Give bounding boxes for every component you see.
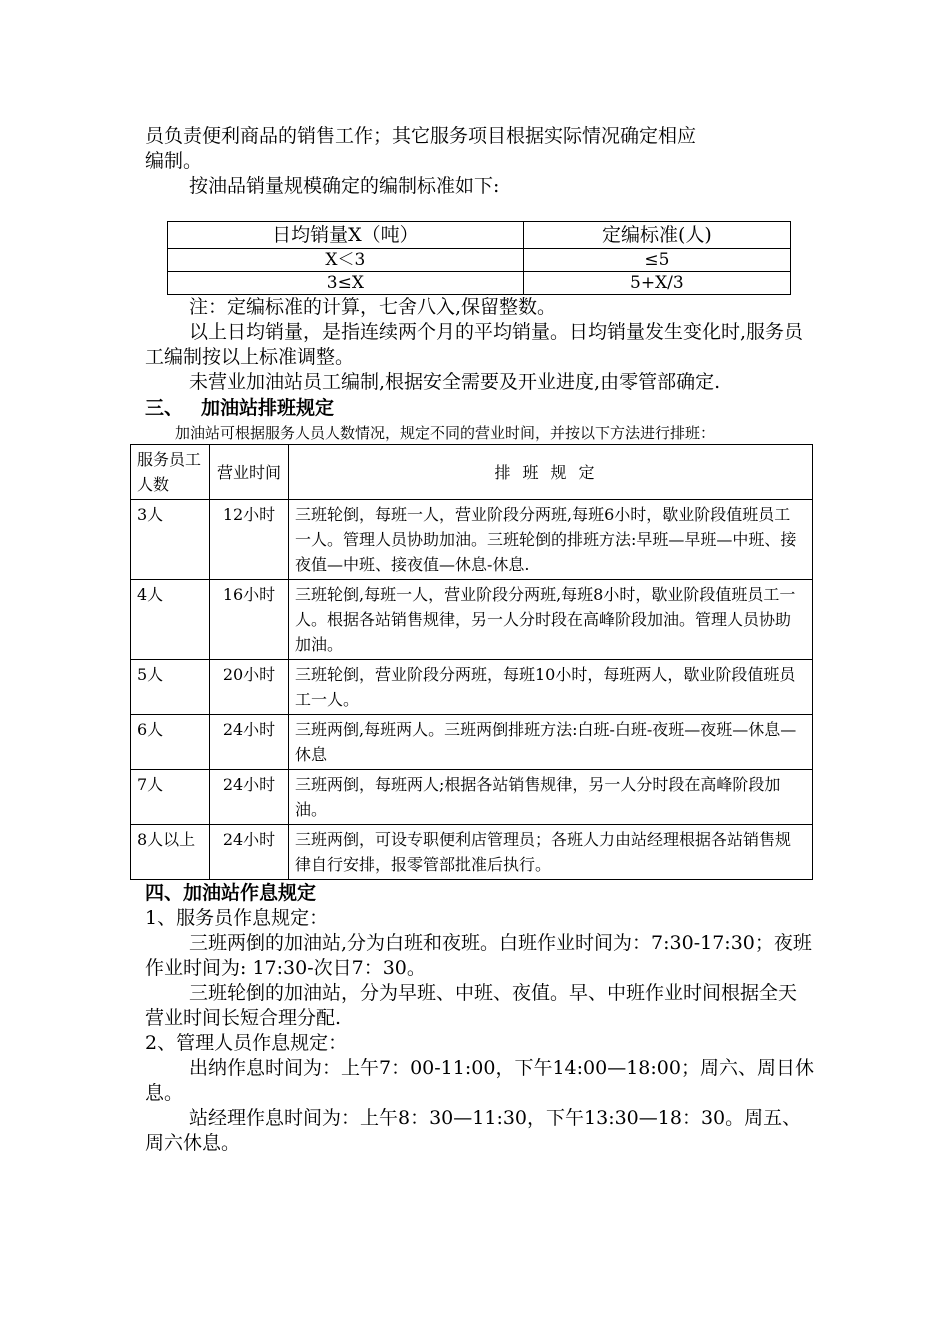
- section-3-number: 三、: [145, 397, 184, 419]
- section-3-title: 加油站排班规定: [201, 397, 335, 419]
- intro-line-1: 员负责便利商品的销售工作；其它服务项目根据实际情况确定相应: [145, 125, 697, 147]
- note-text: 注：定编标准的计算，七舍八入,保留整数。: [189, 296, 557, 318]
- rest-1-day-night-paragraph: 三班两倒的加油站,分为白班和夜班。白班作业时间为：7:30-17:30；夜班作业时间为: 17:30-次日7：30。: [145, 932, 812, 979]
- avg-sales-paragraph: 以上日均销量，是指连续两个月的平均销量。日均销量发生变化时,服务员工编制按以上标准调整。: [145, 321, 804, 368]
- intro-line-2: 编制。: [145, 150, 203, 172]
- rest-2-cashier-paragraph: 出纳作息时间为：上午7：00-11:00，下午14:00—18:00；周六、周日休息。: [145, 1057, 814, 1104]
- shift-schedule-table: [130, 444, 813, 880]
- table-cell: 3≤X: [168, 272, 524, 295]
- table-cell: 三班轮倒，营业阶段分两班，每班10小时，每班两人，歇业阶段值班员工一人。: [289, 660, 813, 715]
- header-schedule-rule: 排班规定: [289, 445, 813, 500]
- table-cell: 3人: [131, 500, 210, 580]
- table-cell: 三班两倒，每班两人;根据各站销售规律，另一人分时段在高峰阶段加油。: [289, 770, 813, 825]
- table-cell: 6人: [131, 715, 210, 770]
- header-daily-sales: 日均销量X（吨）: [168, 222, 524, 249]
- table-cell: X＜3: [168, 249, 524, 272]
- table-cell: 4人: [131, 580, 210, 660]
- header-business-hours: 营业时间: [210, 445, 289, 500]
- section-3-note: 加油站可根据服务人员人数情况，规定不同的营业时间，并按以下方法进行排班：: [175, 424, 716, 442]
- table-cell: 三班两倒,每班两人。三班两倒排班方法:白班-白班-夜班—夜班—休息—休息: [289, 715, 813, 770]
- table-row: [131, 660, 813, 715]
- table-cell: 5人: [131, 660, 210, 715]
- standard-intro: 按油品销量规模确定的编制标准如下:: [189, 175, 500, 197]
- table-cell: 16小时: [210, 580, 289, 660]
- rest-2-title: 2、管理人员作息规定：: [145, 1032, 348, 1054]
- table-header-row: [168, 222, 791, 249]
- table-cell: 8人以上: [131, 825, 210, 880]
- table-row: [131, 580, 813, 660]
- document-page: [137, 124, 815, 1156]
- sales-standard-table: [167, 221, 791, 295]
- table-cell: 24小时: [210, 770, 289, 825]
- table-cell: 7人: [131, 770, 210, 825]
- table-row: [131, 500, 813, 580]
- table-row: [131, 715, 813, 770]
- table-cell: 24小时: [210, 715, 289, 770]
- section-4-heading: 四、加油站作息规定: [145, 882, 317, 904]
- table-cell: 24小时: [210, 825, 289, 880]
- table-row: [131, 825, 813, 880]
- table-cell: 12小时: [210, 500, 289, 580]
- table-cell: 20小时: [210, 660, 289, 715]
- table-row: [168, 249, 791, 272]
- table-cell: 5+X/3: [523, 272, 790, 295]
- table-row: [168, 272, 791, 295]
- unopened-station-paragraph: 未营业加油站员工编制,根据安全需要及开业进度,由零管部确定.: [189, 371, 721, 393]
- table-cell: 三班轮倒,每班一人，营业阶段分两班,每班8小时，歇业阶段值班员工一人。根据各站销售规律，另一人分时段在高峰阶段加油。管理人员协助加油。: [289, 580, 813, 660]
- table-cell: 三班轮倒，每班一人，营业阶段分两班,每班6小时，歇业阶段值班员工一人。管理人员协助加油。三班轮倒的排班方法:早班—早班—中班、接夜值—中班、接夜值—休息-休息.: [289, 500, 813, 580]
- table-cell: ≤5: [523, 249, 790, 272]
- table-header-row: [131, 445, 813, 500]
- table-row: [131, 770, 813, 825]
- header-staff-count: 服务员工人数: [131, 445, 210, 500]
- table-cell: 三班两倒，可设专职便利店管理员；各班人力由站经理根据各站销售规律自行安排，报零管部批准后执行。: [289, 825, 813, 880]
- rest-1-title: 1、服务员作息规定：: [145, 907, 329, 929]
- rest-1-rotation-paragraph: 三班轮倒的加油站，分为早班、中班、夜值。早、中班作业时间根据全天营业时间长短合理分配.: [145, 982, 798, 1029]
- header-staff-standard: 定编标准(人): [523, 222, 790, 249]
- rest-2-manager-paragraph: 站经理作息时间为：上午8：30—11:30，下午13:30—18：30。周五、周六休息。: [145, 1107, 802, 1154]
- section-3-heading: [145, 395, 815, 421]
